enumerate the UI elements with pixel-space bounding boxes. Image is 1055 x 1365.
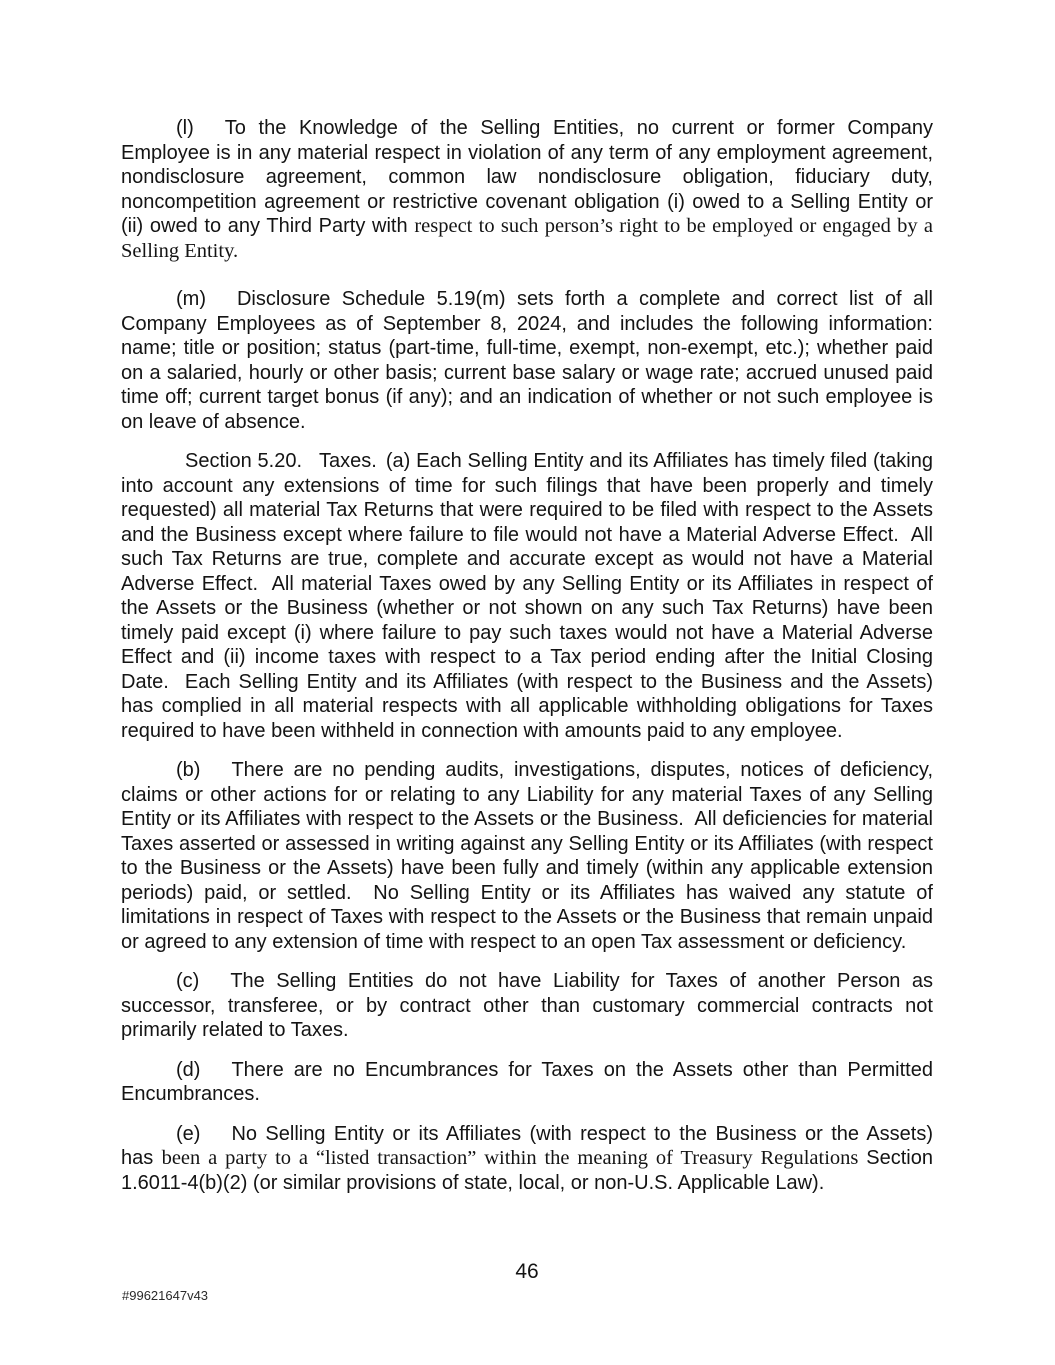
paragraph-d-text: There are no Encumbrances for Taxes on the Assets other than Permitted Encumbrances.	[121, 1058, 933, 1105]
paragraph-e-label: (e)	[176, 1122, 201, 1145]
paragraph-l-text-serif: respect to such person’s right to be employed or engaged by a Selling Entity.	[121, 215, 934, 262]
paragraph-c	[121, 969, 933, 1043]
paragraph-e-text-serif: been a party to a “listed transaction” within the meaning of Treasury Regulations	[161, 1147, 867, 1169]
paragraph-b-text: There are no pending audits, investigations, disputes, notices of deficiency, claims or other actions for or relating to any Liability for any material Taxes of any Selling Entity or its Affiliates with respect to the Assets or the Business. All deficiencies for material Taxes asserted or assessed in writing against any Selling Entity or its Affiliates (with respect to the Business or the Assets) have been fully and timely (within any applicable extension periods) paid, or settled. No Selling Entity or its Affiliates has waived any statute of limitations in respect of Taxes with respect to the Assets or the Business that remain unpaid or agreed to any extension of time with respect to an open Tax assessment or deficiency.	[121, 759, 933, 953]
document-body	[121, 116, 933, 1210]
section-number: Section 5.20.	[185, 450, 303, 472]
paragraph-l-text: To the Knowledge of the Selling Entities, no current or former Company Employee is in any material respect in violation of any term of any employment agreement, nondisclosure agreement, common law nondisclosure obligation, fiduciary duty, noncompetition agreement or restrictive covenant obligation (i) owed to a Selling Entity or (ii) owed to any Third Party with	[121, 117, 933, 237]
paragraph-b	[121, 758, 933, 954]
paragraph-c-text: The Selling Entities do not have Liability for Taxes of another Person as successor, transferee, or by contract other than customary commercial contracts not primarily related to Taxes.	[121, 970, 933, 1041]
paragraph-m-text: Disclosure Schedule 5.19(m) sets forth a complete and correct list of all Company Employees as of September 8, 2024, and includes the following information: name; title or position; status (part-time, full-time, exempt, non-exempt, etc.); whether paid on a salaried, hourly or other basis; current base salary or wage rate; accrued unused paid time off; current target bonus (if any); and an indication of whether or not such employee is on leave of absence.	[121, 288, 933, 433]
footer-doc-id: #99621647v43	[122, 1288, 209, 1303]
paragraph-a-text: (a) Each Selling Entity and its Affiliates has timely filed (taking into account any extensions of time for such filings that have been properly and timely requested) all material Tax Returns that were required to be filed with respect to the Assets and the Business except where failure to file would not have a Material Adverse Effect. All such Tax Returns are true, complete and accurate except as would not have a Material Adverse Effect. All material Taxes owed by any Selling Entity or its Affiliates in respect of the Assets or the Business (whether or not shown on any such Tax Returns) have been timely paid except (i) where failure to pay such taxes would not have a Material Adverse Effect and (ii) income taxes with respect to a Tax period ending after the Initial Closing Date. Each Selling Entity and its Affiliates (with respect to the Business and the Assets) has complied in all material respects with all applicable withholding obligations for Taxes required to have been withheld in connection with amounts paid to any employee.	[121, 450, 933, 742]
paragraph-d	[121, 1058, 933, 1107]
paragraph-e-text-cont: Section 1.6011-4(b)(2) (or similar provisions of state, local, or non-U.S. Applicable Law).	[121, 1147, 933, 1194]
paragraph-l	[121, 116, 933, 263]
paragraph-section-5-20	[121, 449, 933, 743]
footer-page-number: 46	[515, 1260, 539, 1283]
section-title: Taxes.	[319, 450, 377, 472]
paragraph-l-label: (l)	[176, 117, 194, 139]
paragraph-e-text: No Selling Entity or its Affiliates (with respect to the Business or the Assets) has	[121, 1122, 933, 1169]
paragraph-m	[121, 287, 933, 434]
paragraph-e	[121, 1122, 933, 1196]
paragraph-m-label: (m)	[176, 288, 206, 310]
paragraph-b-label: (b)	[176, 759, 201, 781]
paragraph-d-label: (d)	[176, 1058, 201, 1081]
paragraph-c-label: (c)	[176, 970, 200, 992]
